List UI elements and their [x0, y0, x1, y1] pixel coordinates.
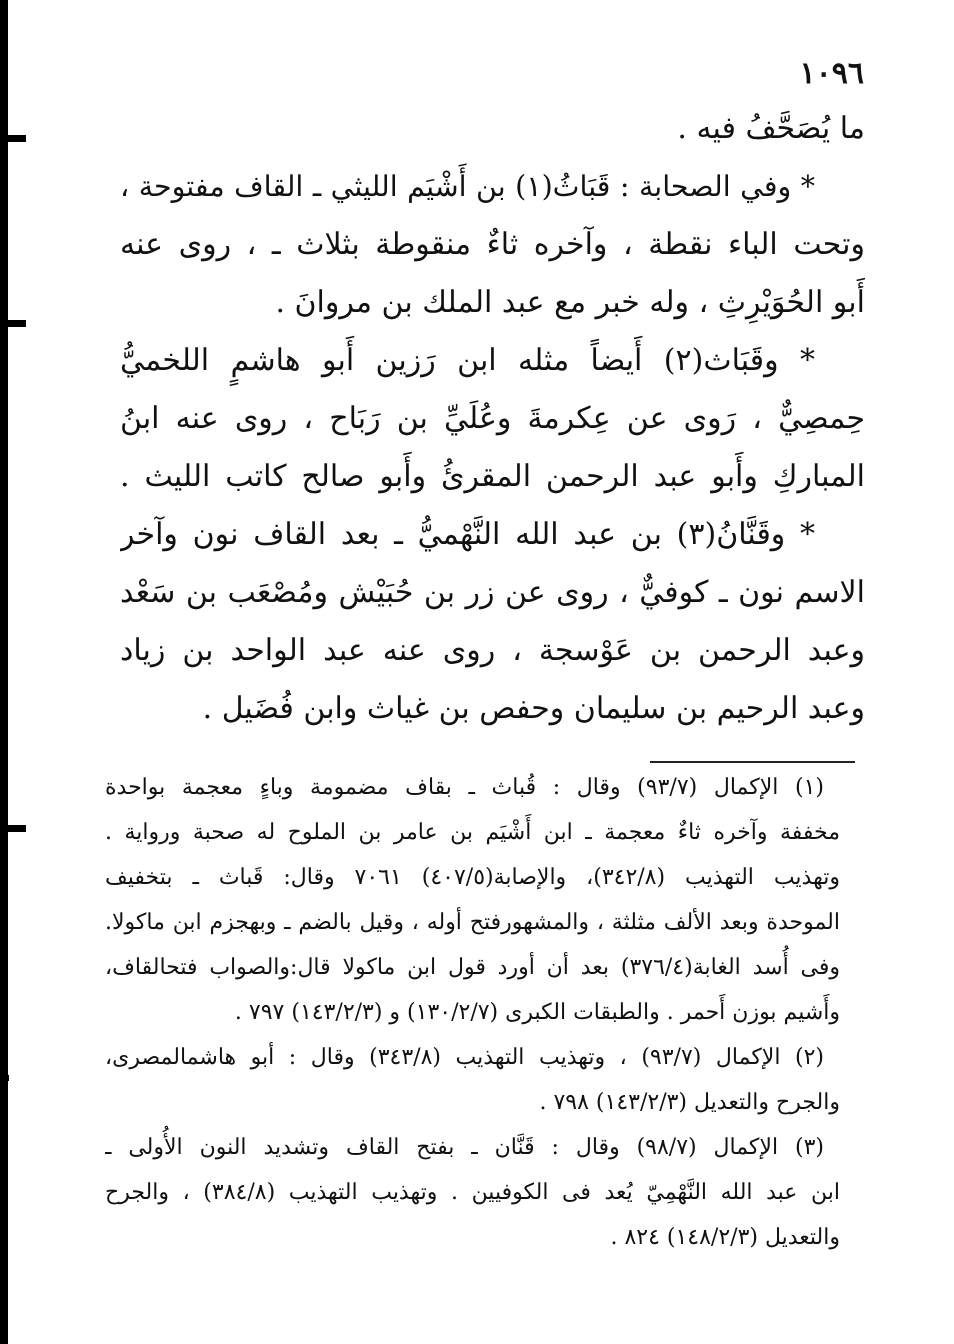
- text-line: ما يُصَحَّفُ فيه .: [677, 111, 865, 146]
- text-line: أَبو الحُوَيْرِثِ ، وله خبر مع عبد الملك بن مروانَ .: [275, 285, 865, 320]
- footnote-line: وفى أُسد الغابة(٣٧٦/٤) بعد أن أورد قول ابن ماكولا قال:والصواب فتحالقاف،: [105, 955, 840, 980]
- text-line: حِمصِيٌّ ، رَوى عن عِكرمةَ وعُلَيِّ بن رَبَاح ، روى عنه ابنُ: [120, 401, 865, 436]
- text-line: * وقَبَاث(٢) أَيضاً مثله ابن رَزين أَبو هاشمٍ اللخميُّ: [120, 343, 815, 378]
- footnote-line: (٣) الإكمال (٩٨/٧) وقال : قَنَّان ـ بفتح القاف وتشديد النون الأُولى ـ: [105, 1135, 824, 1160]
- page-number: ١٠٩٦: [799, 56, 864, 91]
- scan-edge-mark: [0, 320, 26, 327]
- scan-edge-bar: [0, 0, 8, 1344]
- footnote-line: وتهذيب التهذيب (٣٤٢/٨)، والإصابة(٤٠٧/٥) ٧٠٦١ وقال: قَباث ـ بتخفيف: [105, 865, 840, 890]
- footnote-line: الموحدة وبعد الألف مثلثة ، والمشهورفتح أوله ، وقيل بالضم ـ وبهجزم ابن ماكولا.: [105, 910, 840, 935]
- scan-edge-mark: [0, 825, 26, 832]
- footnote-line: وأَشيم بوزن أَحمر . والطبقات الكبرى (١٣٠/٢/٧) و (١٤٣/٢/٣) ٧٩٧ .: [234, 1000, 840, 1025]
- text-line: وعبد الرحيم بن سليمان وحفص بن غياث وابن فُضَيل .: [202, 691, 865, 726]
- footnote-separator: [650, 761, 855, 763]
- text-line: وتحت الباء نقطة ، وآخره ثاءٌ منقوطة بثلاث ـ ، روى عنه: [120, 227, 865, 262]
- footnote-line: والجرح والتعديل (١٤٣/٢/٣) ٧٩٨ .: [539, 1090, 840, 1115]
- footnote-line: مخففة وآخره ثاءٌ معجمة ـ ابن أَشْيَم بن عامر بن الملوح له صحبة ورواية .: [105, 820, 840, 845]
- footnotes: [105, 765, 840, 1260]
- scan-edge-mark: [0, 135, 26, 142]
- footnote-line: (٢) الإكمال (٩٣/٧) ، وتهذيب التهذيب (٣٤٣/٨) وقال : أبو هاشمالمصرى،: [105, 1045, 824, 1070]
- footnote-line: ابن عبد الله النَّهْمِيّ يُعد فى الكوفيين . وتهذيب التهذيب (٣٨٤/٨) ، والجرح: [105, 1180, 840, 1205]
- text-line: * وفي الصحابة : قَبَاثُ(١) بن أَشْيَم الليثي ـ القاف مفتوحة ،: [120, 170, 815, 203]
- text-line: * وقَنَّانُ(٣) بن عبد الله النَّهْميُّ ـ بعد القاف نون وآخر: [120, 517, 815, 552]
- main-text: [120, 100, 865, 738]
- footnote-line: والتعديل (١٤٨/٢/٣) ٨٢٤ .: [610, 1225, 840, 1250]
- scan-edge-mark: [4, 1075, 9, 1081]
- text-line: الاسم نون ـ كوفيٌّ ، روى عن زر بن حُبَيْش ومُصْعَب بن سَعْد: [120, 575, 865, 610]
- footnote-line: (١) الإكمال (٩٣/٧) وقال : قُباث ـ بقاف مضمومة وباءٍ معجمة بواحدة: [105, 775, 824, 800]
- text-line: وعبد الرحمن بن عَوْسجة ، روى عنه عبد الواحد بن زياد: [120, 633, 865, 668]
- text-line: المباركِ وأَبو عبد الرحمن المقرئُ وأَبو صالح كاتب الليث .: [120, 459, 865, 494]
